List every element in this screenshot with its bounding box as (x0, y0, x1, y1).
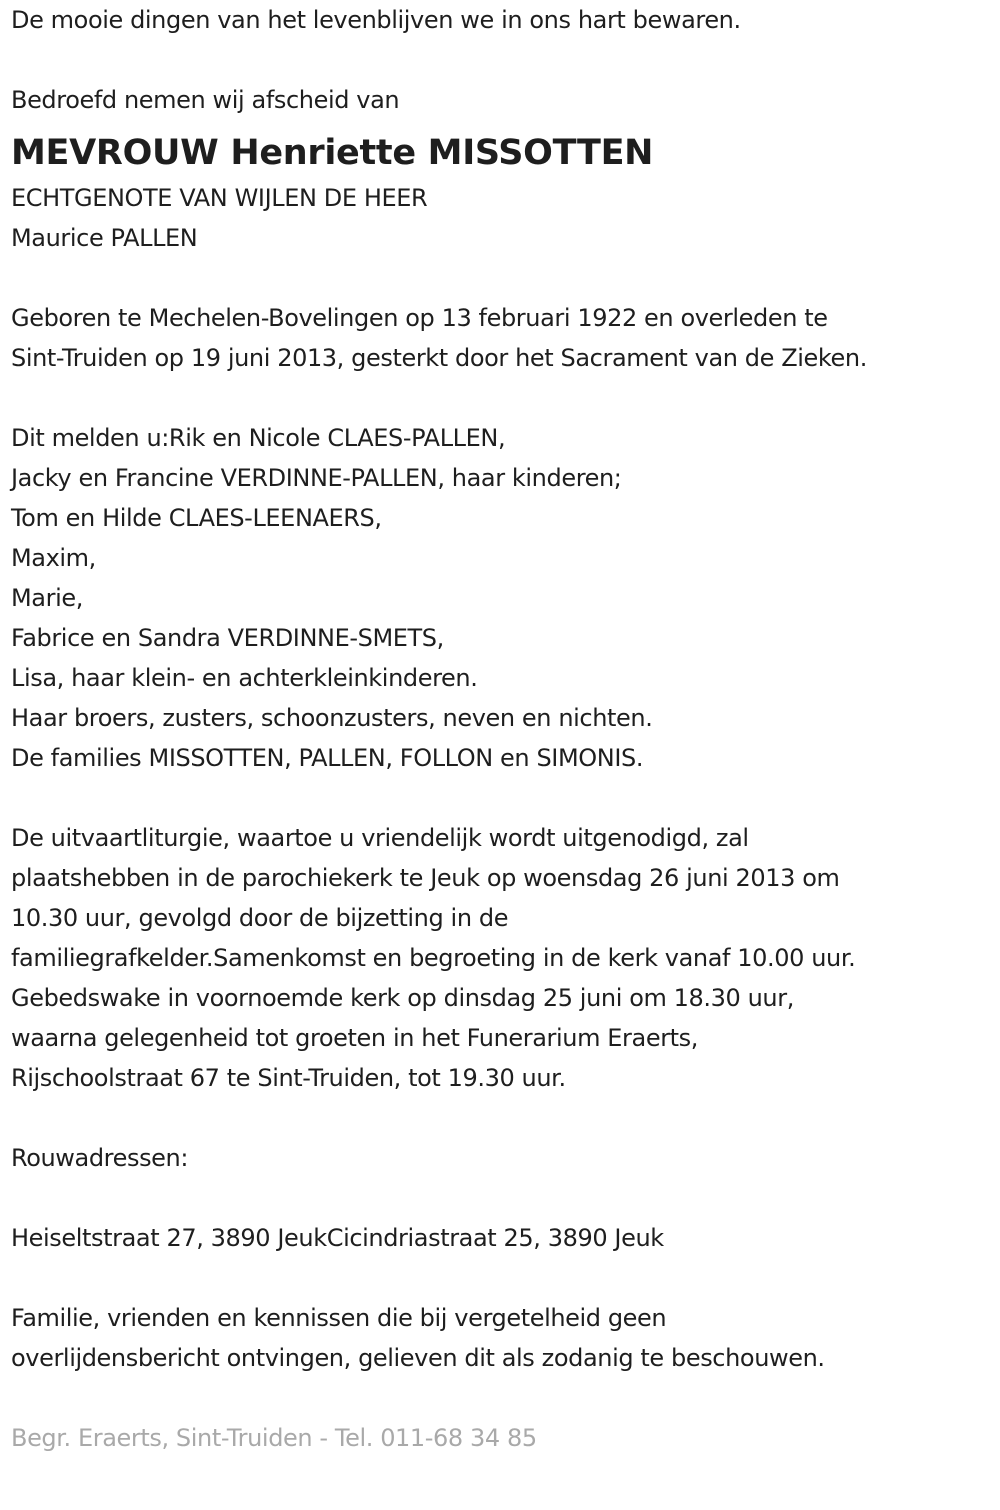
birth-death-line-1: Geboren te Mechelen-Bovelingen op 13 februari 1922 en overleden te (11, 304, 828, 332)
birth-death-line-2: Sint-Truiden op 19 juni 2013, gesterkt door het Sacrament van de Zieken. (11, 344, 867, 372)
funeral-line: 10.30 uur, gevolgd door de bijzetting in de (11, 904, 509, 932)
spacer (11, 1258, 996, 1298)
spacer (11, 258, 996, 298)
funeral-line: De uitvaartliturgie, waartoe u vriendelijk wordt uitgenodigd, zal (11, 824, 749, 852)
family-line: Lisa, haar klein- en achterkleinkinderen. (11, 664, 478, 692)
mourning-addresses: Heiseltstraat 27, 3890 JeukCicindriastraat 25, 3890 Jeuk (11, 1224, 664, 1252)
spacer (11, 1178, 996, 1218)
obituary-document (11, 0, 996, 1458)
notice-line: Familie, vrienden en kennissen die bij vergetelheid geen (11, 1304, 667, 1332)
spacer (11, 778, 996, 818)
spacer (11, 1098, 996, 1138)
mourning-addresses-label: Rouwadressen: (11, 1144, 189, 1172)
family-line: Maxim, (11, 544, 96, 572)
deceased-name: MEVROUW Henriette MISSOTTEN (11, 133, 654, 173)
family-line: Dit melden u:Rik en Nicole CLAES-PALLEN, (11, 424, 506, 452)
family-line: Fabrice en Sandra VERDINNE-SMETS, (11, 624, 444, 652)
spacer (11, 1378, 996, 1418)
family-list (11, 418, 996, 778)
spouse-name: Maurice PALLEN (11, 224, 198, 252)
farewell-text: Bedroefd nemen wij afscheid van (11, 86, 400, 114)
spacer (11, 378, 996, 418)
funeral-line: plaatshebben in de parochiekerk te Jeuk op woensdag 26 juni 2013 om (11, 864, 840, 892)
family-line: Tom en Hilde CLAES-LEENAERS, (11, 504, 382, 532)
family-line: Haar broers, zusters, schoonzusters, neven en nichten. (11, 704, 653, 732)
funeral-details (11, 818, 996, 1098)
notice-line: overlijdensbericht ontvingen, gelieven dit als zodanig te beschouwen. (11, 1344, 825, 1372)
funeral-line: Gebedswake in voornoemde kerk op dinsdag 25 juni om 18.30 uur, (11, 984, 794, 1012)
family-line: Jacky en Francine VERDINNE-PALLEN, haar kinderen; (11, 464, 622, 492)
intro-quote: De mooie dingen van het levenblijven we in ons hart bewaren. (11, 6, 741, 34)
spacer (11, 40, 996, 80)
family-line: Marie, (11, 584, 83, 612)
undertaker-footer: Begr. Eraerts, Sint-Truiden - Tel. 011-68 34 85 (11, 1424, 537, 1452)
funeral-line: familiegrafkelder.Samenkomst en begroeting in de kerk vanaf 10.00 uur. (11, 944, 856, 972)
family-line: De families MISSOTTEN, PALLEN, FOLLON en SIMONIS. (11, 744, 644, 772)
funeral-line: waarna gelegenheid tot groeten in het Funerarium Eraerts, (11, 1024, 699, 1052)
funeral-line: Rijschoolstraat 67 te Sint-Truiden, tot 19.30 uur. (11, 1064, 566, 1092)
deceased-relation: ECHTGENOTE VAN WIJLEN DE HEER (11, 184, 428, 212)
